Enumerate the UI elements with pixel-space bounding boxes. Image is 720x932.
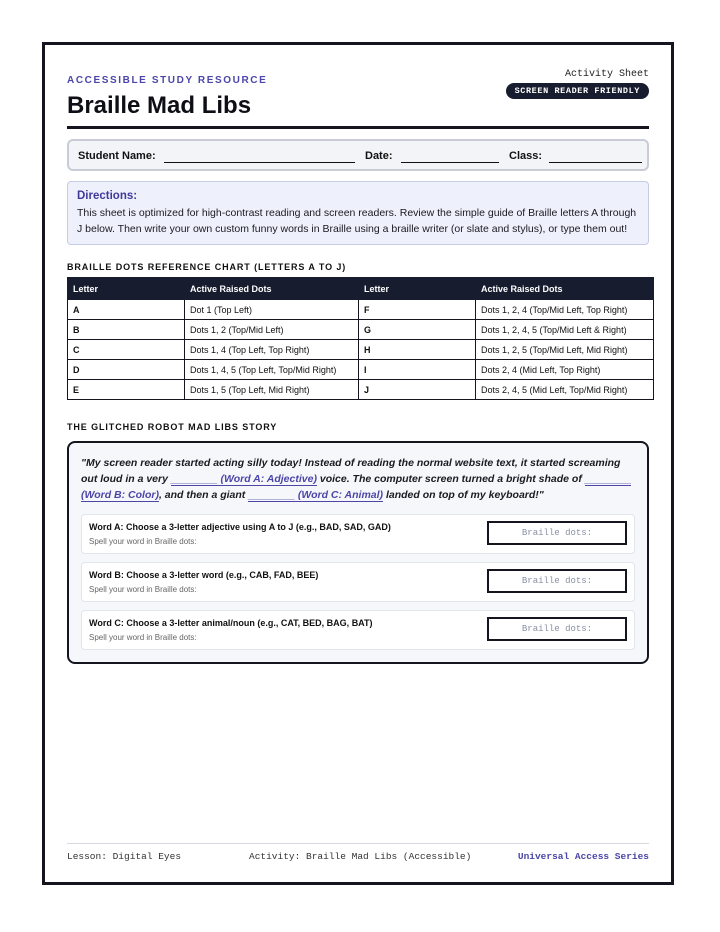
dots-cell: Dots 1, 2, 5 (Top/Mid Left, Mid Right) xyxy=(476,340,654,360)
letter-cell: J xyxy=(359,380,476,400)
dots-cell: Dots 2, 4 (Mid Left, Top Right) xyxy=(476,360,654,380)
directions-text: This sheet is optimized for high-contrast reading and screen readers. Review the simple guide of Braille letters A through J below. Then write your own custom funny words in Braille using a braille writer (or slate and stylus), or type them out! xyxy=(77,207,637,235)
blank-word-a: ________ (Word A: Adjective) xyxy=(170,473,317,485)
dots-cell: Dots 1, 2 (Top/Mid Left) xyxy=(185,320,359,340)
reference-chart-heading: BRAILLE DOTS REFERENCE CHART (LETTERS A TO J) xyxy=(67,262,347,272)
header-divider xyxy=(67,126,649,129)
date-label: Date: xyxy=(365,150,393,162)
resource-eyebrow: ACCESSIBLE STUDY RESOURCE xyxy=(67,75,268,86)
student-info-bar xyxy=(67,139,649,171)
footer-lesson: Lesson: Digital Eyes xyxy=(67,851,182,862)
blank-word-c: ________ (Word C: Animal) xyxy=(248,489,384,501)
dots-cell: Dots 1, 5 (Top Left, Mid Right) xyxy=(185,380,359,400)
footer-divider xyxy=(67,843,649,844)
page-title: Braille Mad Libs xyxy=(67,92,252,119)
footer-activity: Activity: Braille Mad Libs (Accessible) xyxy=(249,851,472,862)
braille-reference-table xyxy=(67,277,654,400)
table-header-row xyxy=(68,278,654,300)
column-header: Letter xyxy=(359,278,476,300)
screen-reader-badge: SCREEN READER FRIENDLY xyxy=(506,83,649,99)
student-name-label: Student Name: xyxy=(78,150,156,162)
letter-cell: E xyxy=(68,380,185,400)
letter-cell: D xyxy=(68,360,185,380)
letter-cell: F xyxy=(359,300,476,320)
dots-cell: Dots 1, 4, 5 (Top Left, Top/Mid Right) xyxy=(185,360,359,380)
letter-cell: A xyxy=(68,300,185,320)
activity-label: Activity Sheet xyxy=(564,69,649,80)
table-row xyxy=(68,380,654,400)
table-row xyxy=(68,360,654,380)
word-card-hint: Spell your word in Braille dots: xyxy=(89,585,197,594)
word-card-b xyxy=(81,562,635,602)
story-part-3: , and then a giant xyxy=(158,489,249,501)
sheet-content xyxy=(67,45,649,882)
dots-cell: Dots 2, 4, 5 (Mid Left, Top/Mid Right) xyxy=(476,380,654,400)
activity-sheet xyxy=(42,42,674,885)
class-label: Class: xyxy=(509,150,543,162)
dots-cell: Dots 1, 2, 4 (Top/Mid Left, Top Right) xyxy=(476,300,654,320)
dots-cell: Dots 1, 4 (Top Left, Top Right) xyxy=(185,340,359,360)
word-card-hint: Spell your word in Braille dots: xyxy=(89,537,197,546)
table-row xyxy=(68,320,654,340)
story-text xyxy=(81,455,635,503)
directions-box xyxy=(67,181,649,245)
letter-cell: H xyxy=(359,340,476,360)
word-card-question: Word A: Choose a 3-letter adjective using A to J (e.g., BAD, SAD, GAD) xyxy=(89,522,391,532)
word-card-a xyxy=(81,514,635,554)
story-part-4: landed on top of my keyboard!" xyxy=(383,489,544,501)
column-header: Letter xyxy=(68,278,185,300)
braille-dots-input[interactable]: Braille dots: xyxy=(487,521,627,545)
class-field[interactable] xyxy=(549,162,642,163)
story-box xyxy=(67,441,649,664)
braille-dots-input[interactable]: Braille dots: xyxy=(487,569,627,593)
word-card-question: Word C: Choose a 3-letter animal/noun (e.g., CAT, BED, BAG, BAT) xyxy=(89,618,373,628)
dots-cell: Dot 1 (Top Left) xyxy=(185,300,359,320)
letter-cell: G xyxy=(359,320,476,340)
blank-word-b: ________ (Word B: Color) xyxy=(81,473,632,501)
word-card-c xyxy=(81,610,635,650)
table-row xyxy=(68,300,654,320)
column-header: Active Raised Dots xyxy=(476,278,654,300)
letter-cell: I xyxy=(359,360,476,380)
directions-title: Directions: xyxy=(77,190,138,202)
letter-cell: C xyxy=(68,340,185,360)
story-heading: THE GLITCHED ROBOT MAD LIBS STORY xyxy=(67,422,278,432)
dots-cell: Dots 1, 2, 4, 5 (Top/Mid Left & Right) xyxy=(476,320,654,340)
story-part-1: "My screen reader started acting silly today! Instead of reading the normal website text, it started screaming out loud in a very xyxy=(81,457,621,485)
student-name-field[interactable] xyxy=(164,162,355,163)
date-field[interactable] xyxy=(401,162,499,163)
word-card-hint: Spell your word in Braille dots: xyxy=(89,633,197,642)
word-card-question: Word B: Choose a 3-letter word (e.g., CAB, FAD, BEE) xyxy=(89,570,319,580)
letter-cell: B xyxy=(68,320,185,340)
column-header: Active Raised Dots xyxy=(185,278,359,300)
story-part-2: voice. The computer screen turned a bright shade of xyxy=(316,473,585,485)
table-row xyxy=(68,340,654,360)
braille-dots-input[interactable]: Braille dots: xyxy=(487,617,627,641)
footer-series: Universal Access Series xyxy=(517,851,649,862)
